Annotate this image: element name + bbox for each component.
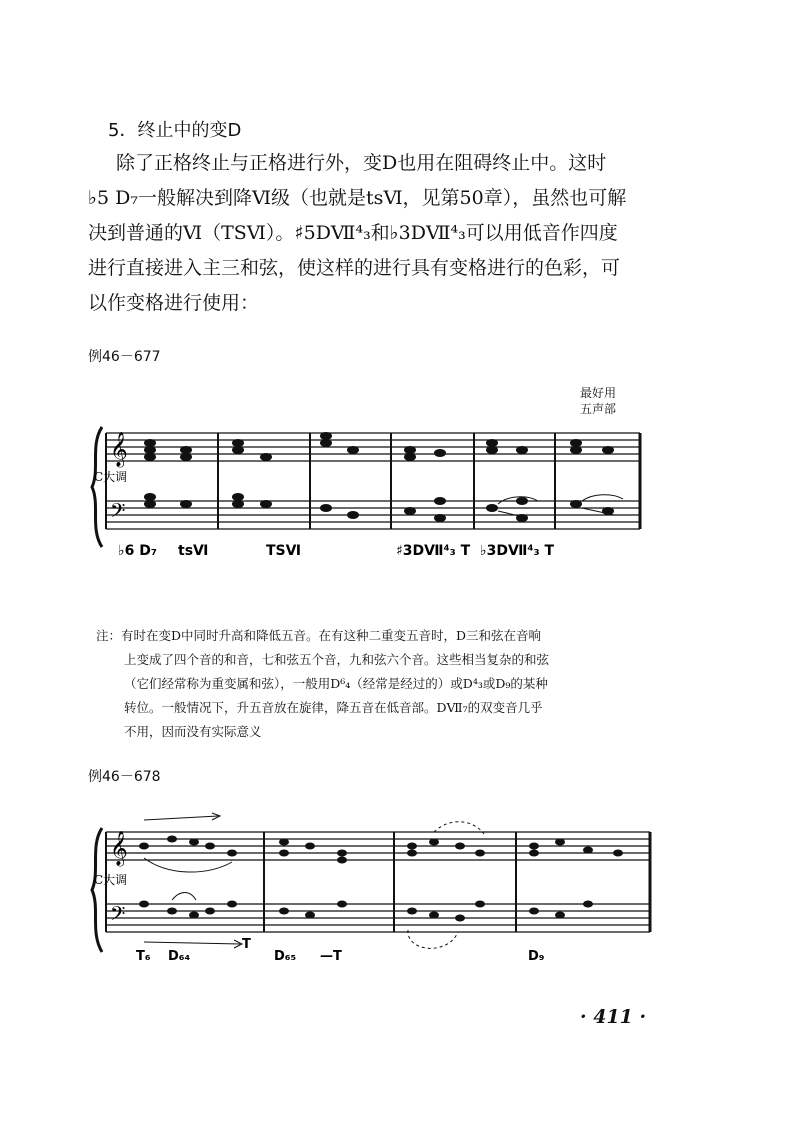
footnote-line: 注：有时在变D中同时升高和降低五音。在有这种二重变五音时，D三和弦在音响	[96, 628, 542, 643]
treble-notes	[139, 836, 623, 864]
treble-staff	[106, 832, 650, 860]
bass-clef-icon: 𝄢	[110, 499, 126, 527]
body-paragraph	[88, 146, 678, 321]
chord-symbol: D₆₅	[274, 949, 297, 964]
footnote	[96, 624, 676, 744]
music-score-example-2	[88, 812, 663, 980]
chord-symbol: D₉	[528, 949, 545, 964]
section-heading: 5．终止中的变D	[108, 120, 242, 141]
music-score-example-1	[88, 415, 648, 585]
treble-clef-icon: 𝄞	[110, 831, 128, 866]
bass-staff	[106, 904, 650, 932]
example-label: 例46－678	[88, 769, 161, 785]
chord-symbol: tsⅥ	[178, 543, 209, 559]
key-label: C大调	[94, 470, 128, 484]
chord-symbol: T₆	[136, 949, 151, 964]
brace	[92, 828, 102, 952]
chord-symbol: ♯3DⅦ⁴₃ T	[396, 543, 471, 559]
treble-clef-icon: 𝄞	[110, 432, 128, 467]
footnote-line: 不用，因而没有实际意义	[124, 724, 262, 739]
page-number: · 411 ·	[580, 1006, 647, 1028]
slurs-and-arrows	[144, 813, 484, 948]
chord-symbol: ♭6 D₇	[118, 543, 157, 559]
score-annotation: 最好用	[580, 386, 617, 400]
footnote-line: 转位。一般情况下，升五音放在旋律，降五音在低音部。DⅦ₇的双变音几乎	[124, 700, 543, 715]
chord-symbols	[136, 937, 545, 964]
paragraph-line: 除了正格终止与正格进行外，变D也用在阻碍终止中。这时	[116, 152, 607, 174]
chord-symbol: ♭3DⅦ⁴₃ T	[480, 543, 555, 559]
chord-symbol: —T	[320, 949, 342, 964]
footnote-line: 上变成了四个音的和音，七和弦五个音，九和弦六个音。这些相当复杂的和弦	[124, 652, 550, 667]
bass-clef-icon: 𝄢	[110, 902, 126, 930]
chord-symbol: T	[242, 937, 251, 952]
score-annotation: 五声部	[580, 402, 617, 416]
chord-symbol: TSⅥ	[266, 543, 302, 559]
paragraph-line: 决到普通的Ⅵ（TSⅥ）。♯5DⅦ⁴₃和♭3DⅦ⁴₃可以用低音作四度	[88, 222, 618, 244]
chord-symbols	[118, 543, 555, 559]
footnote-line: （它们经常称为重变属和弦），一般用D⁶₄（经常是经过的）或D⁴₃或D₉的某种	[124, 676, 548, 691]
paragraph-line: 进行直接进入主三和弦，使这样的进行具有变格进行的色彩，可	[88, 257, 621, 279]
example-label: 例46－677	[88, 349, 161, 365]
chord-symbol: D₆₄	[168, 949, 191, 964]
barlines	[106, 832, 650, 932]
key-label: C大调	[94, 873, 128, 887]
paragraph-line: ♭5 D₇一般解决到降Ⅵ级（也就是tsⅥ，见第50章），虽然也可解	[88, 187, 627, 209]
brace	[92, 427, 102, 547]
paragraph-line: 以作变格进行使用：	[88, 292, 260, 314]
